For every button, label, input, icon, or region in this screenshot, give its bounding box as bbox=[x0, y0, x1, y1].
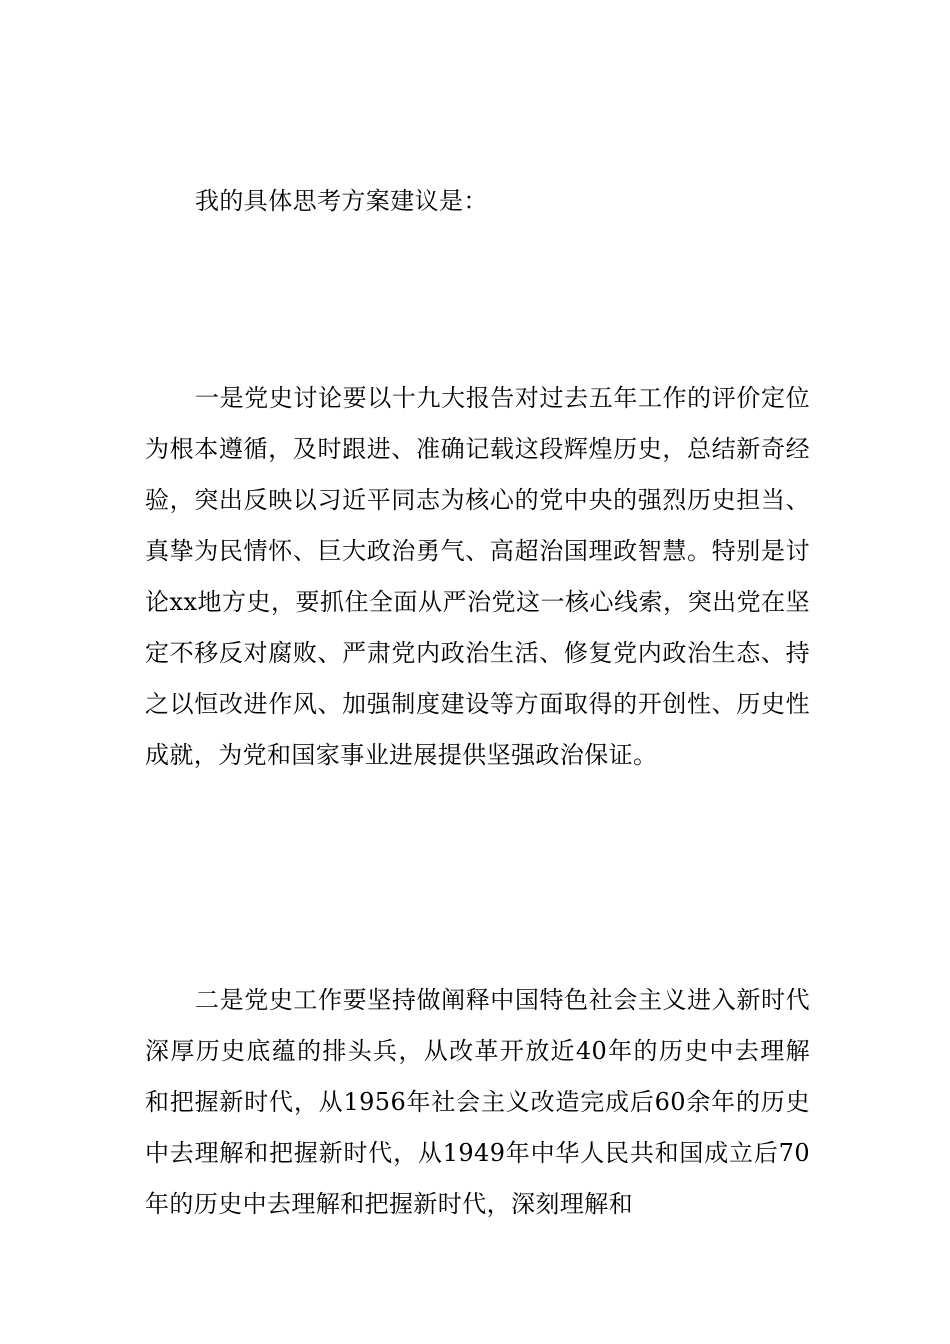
intro-paragraph: 我的具体思考方案建议是： bbox=[195, 187, 488, 215]
point-one-paragraph: 一是党史讨论要以十九大报告对过去五年工作的评价定位为根本遵循，及时跟进、准确记载这段辉煌历史，总结新奇经验，突出反映以习近平同志为核心的党中央的强烈历史担当、真挚为民情怀、巨大政治勇气、高超治国理政智慧。特别是讨论xx地方史，要抓住全面从严治党这一核心线索，突出党在坚定不移反对腐败、严肃党内政治生活、修复党内政治生态、持之以恒改进作风、加强制度建设等方面取得的开创性、历史性成就，为党和国家事业进展提供坚强政治保证。 bbox=[145, 384, 810, 769]
point-two-paragraph: 二是党史工作要坚持做阐释中国特色社会主义进入新时代深厚历史底蕴的排头兵，从改革开放近40年的历史中去理解和把握新时代，从1956年社会主义改造完成后60余年的历史中去理解和把握新时代，从1949年中华人民共和国成立后70年的历史中去理解和把握新时代，深刻理解和 bbox=[145, 986, 810, 1218]
